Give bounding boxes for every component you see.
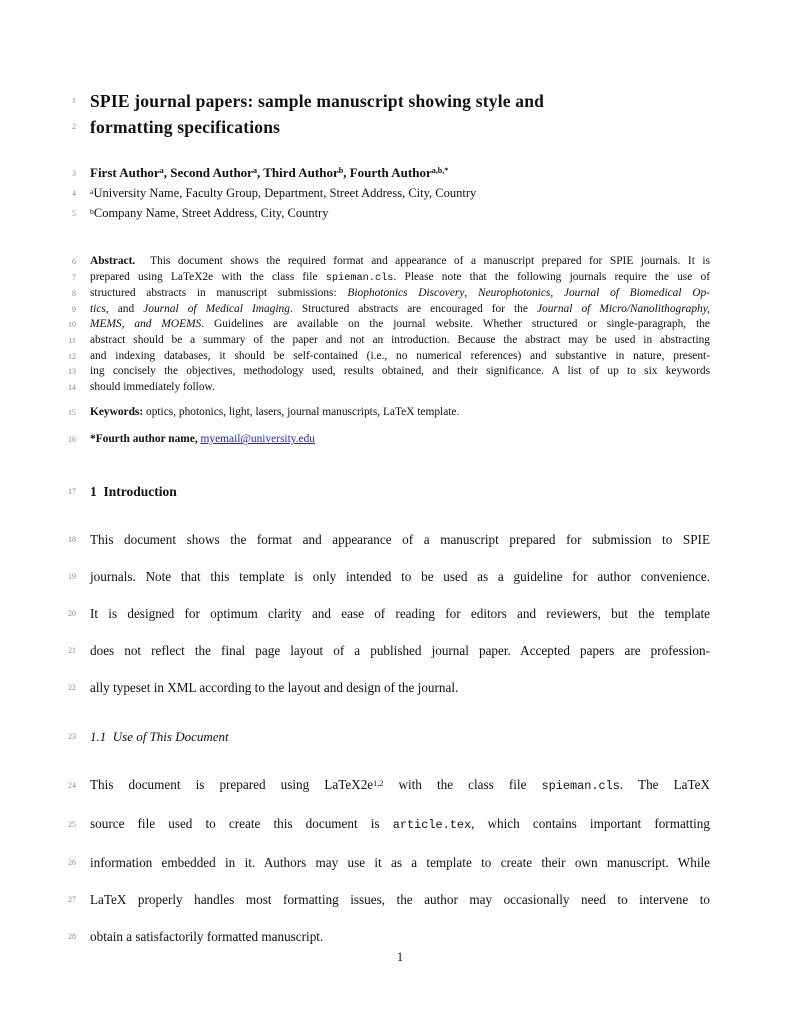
abstract-block <box>68 254 710 395</box>
text-segment: Keywords: <box>90 406 144 419</box>
affiliation-list <box>72 184 710 224</box>
line-13 <box>68 364 710 380</box>
line-9 <box>72 302 710 318</box>
text-segment: , Second Author <box>163 165 253 180</box>
text-segment: structured abstracts in manuscript submissions: <box>90 287 348 300</box>
text-segment: does not reflect the final page layout of a published journal paper. Accepted papers are profession- <box>90 643 710 659</box>
line-number: 20 <box>68 609 76 619</box>
line-4 <box>72 184 710 204</box>
line-number: 24 <box>68 781 76 791</box>
line-1 <box>72 88 710 114</box>
line-number: 11 <box>68 335 76 345</box>
text-segment: , <box>464 287 478 300</box>
line-number: 9 <box>72 304 76 314</box>
text-segment: and indexing databases, it should be self-contained (i.e., no numerical references) and substantive in nature, present- <box>90 349 710 362</box>
text-segment: Neurophotonics <box>477 287 551 300</box>
line-10 <box>68 317 710 333</box>
line-14 <box>68 380 710 396</box>
line-number: 25 <box>68 820 76 830</box>
line-number: 12 <box>68 351 76 361</box>
line-17 <box>68 483 710 501</box>
line-number: 3 <box>72 169 76 178</box>
line-8 <box>72 286 710 302</box>
text-segment: information embedded in it. Authors may use it as a template to create their own manuscript. While <box>90 855 710 871</box>
text-segment: , Third Author <box>256 165 339 180</box>
text-segment: , which contains important formatting <box>471 816 710 832</box>
text-segment: This document shows the format and appearance of a manuscript prepared for submission to SPIE <box>90 532 710 548</box>
line-number: 16 <box>68 435 76 445</box>
line-number: 2 <box>72 122 76 131</box>
line-15 <box>68 405 710 420</box>
subsection-heading-1-1 <box>68 728 710 746</box>
text-segment: Biophotonics Discovery <box>347 287 465 300</box>
line-5 <box>72 204 710 224</box>
line-24 <box>68 766 711 805</box>
text-segment: tics <box>90 302 106 315</box>
line-25 <box>68 805 710 844</box>
line-20 <box>68 595 710 632</box>
line-number: 19 <box>68 572 76 582</box>
text-segment: spieman.cls <box>541 779 620 794</box>
text-segment: 1.1 Use of This Document <box>90 729 229 745</box>
line-number: 14 <box>68 382 76 392</box>
text-segment: , Fourth Author <box>343 165 432 180</box>
text-segment: *Fourth author name, <box>90 433 201 446</box>
line-number: 17 <box>68 487 76 497</box>
line-number: 5 <box>72 209 76 218</box>
text-segment: Journal of Micro/Nanolithography, <box>536 302 710 315</box>
text-segment: Abstract. <box>90 255 136 267</box>
line-number: 4 <box>72 189 76 198</box>
text-segment: . Please note that the following journals require the use of <box>393 270 710 283</box>
keywords-block <box>68 405 710 420</box>
text-segment: This document is prepared using LaTeX2e <box>90 777 374 793</box>
line-number: 27 <box>68 895 76 905</box>
text-segment: article.tex <box>392 818 472 833</box>
text-segment: with the class file <box>383 777 542 793</box>
line-number: 21 <box>68 646 76 656</box>
text-segment: MEMS, and MOEMS <box>90 318 202 331</box>
text-segment: . The LaTeX <box>619 777 711 793</box>
line-11 <box>68 333 710 349</box>
text-segment: a,b,* <box>431 166 449 176</box>
line-number: 22 <box>68 683 76 693</box>
line-number: 1 <box>72 96 76 105</box>
text-segment: 1,2 <box>373 778 384 788</box>
line-22 <box>68 669 710 706</box>
text-segment: should immediately follow. <box>90 380 215 393</box>
text-segment: b <box>338 166 344 176</box>
text-segment: source file used to create this document is <box>90 816 393 832</box>
text-segment: SPIE journal papers: sample manuscript showing style and <box>90 91 545 111</box>
line-number: 6 <box>72 257 76 266</box>
text-segment: optics, photonics, light, lasers, journal manuscripts, LaTeX template. <box>143 406 460 419</box>
line-7 <box>72 270 710 287</box>
text-segment: First Author <box>90 165 160 180</box>
line-number: 26 <box>68 858 76 868</box>
text-segment: a <box>252 166 257 176</box>
text-segment: formatting specifications <box>90 117 281 137</box>
line-number: 13 <box>68 367 76 377</box>
author-list <box>72 164 710 184</box>
line-16 <box>68 432 710 447</box>
line-number: 23 <box>68 732 76 742</box>
text-segment: University Name, Faculty Group, Department, Street Address, City, Country <box>93 186 477 200</box>
text-segment: abstract should be a summary of the paper and not an introduction. Because the abstract may be used in abstracting <box>90 333 710 346</box>
line-number: 7 <box>72 273 76 283</box>
line-21 <box>68 632 710 669</box>
text-segment: ally typeset in XML according to the layout and design of the journal. <box>90 680 459 696</box>
text-segment: . Structured abstracts are encouraged for the <box>289 302 537 315</box>
text-segment: Journal of Medical Imaging <box>143 302 290 315</box>
intro-paragraph <box>68 521 710 706</box>
line-number: 28 <box>68 932 76 942</box>
text-segment: LaTeX properly handles most formatting issues, the author may occasionally need to intervene to <box>90 892 710 908</box>
page-number: 1 <box>396 950 404 964</box>
text-segment: Journal of Biomedical Op- <box>563 287 710 300</box>
paper-title <box>72 88 710 140</box>
text-segment: prepared using LaTeX2e with the class file <box>90 270 326 283</box>
line-6 <box>72 254 710 270</box>
usage-paragraph <box>68 766 711 955</box>
text-segment: b <box>90 206 94 216</box>
text-segment: This document shows the required format and appearance of a manuscript prepared for SPIE journals. It is <box>135 255 710 267</box>
text-segment: It is designed for optimum clarity and ease of reading for editors and reviewers, but the template <box>90 606 710 622</box>
line-number: 8 <box>72 289 76 299</box>
text-segment: a <box>159 166 164 176</box>
text-segment: Company Name, Street Address, City, Country <box>93 206 329 220</box>
line-26 <box>68 844 710 881</box>
line-23 <box>68 728 710 746</box>
text-segment: . Guidelines are available on the journal website. Whether structured or single-paragraph, the <box>201 318 710 331</box>
line-12 <box>68 349 710 365</box>
line-19 <box>68 558 710 595</box>
document-body <box>68 88 711 955</box>
text-segment: 1 Introduction <box>90 484 177 500</box>
text-segment: journals. Note that this template is only intended to be used as a guideline for author convenience. <box>90 569 710 585</box>
line-18 <box>68 521 710 558</box>
author-footnote <box>68 432 710 447</box>
text-segment: , <box>550 287 564 300</box>
text-segment: spieman.cls <box>325 271 394 284</box>
line-number: 18 <box>68 535 76 545</box>
line-number: 15 <box>68 408 76 418</box>
line-27 <box>68 881 710 918</box>
email-link[interactable]: myemail@university.edu <box>200 433 316 446</box>
text-segment: obtain a satisfactorily formatted manuscript. <box>90 929 324 945</box>
line-number: 10 <box>68 320 76 330</box>
text-segment: ing concisely the objectives, methodology used, results obtained, and their significance. A list of up to six keywords <box>90 365 710 378</box>
section-heading-1 <box>68 483 710 501</box>
text-segment: , and <box>105 302 144 315</box>
line-3 <box>72 164 710 184</box>
line-2 <box>72 114 710 140</box>
text-segment: a <box>90 186 94 196</box>
